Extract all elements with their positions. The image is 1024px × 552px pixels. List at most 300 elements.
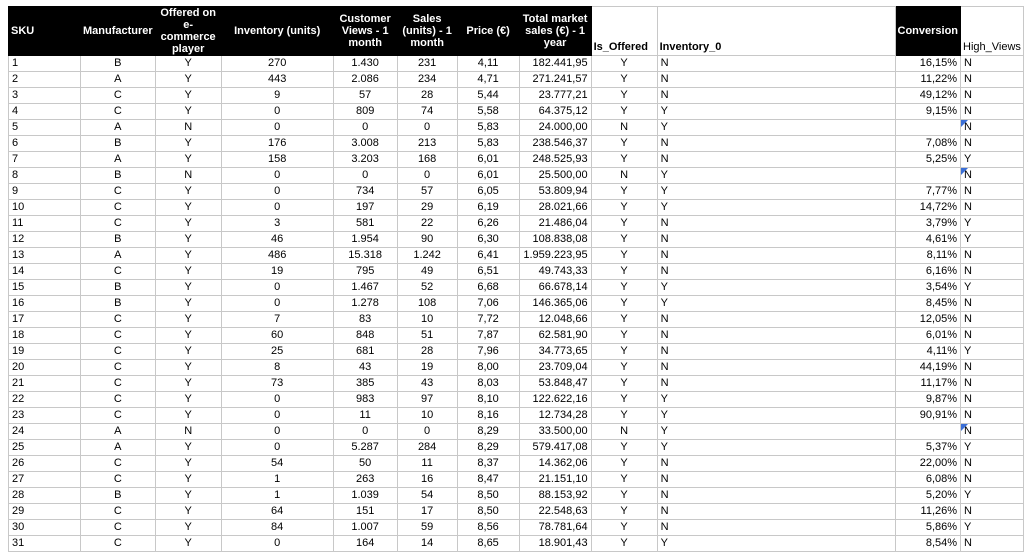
cell-sales[interactable]: 51 — [397, 328, 457, 344]
cell-sku[interactable]: 22 — [9, 392, 81, 408]
cell-inventory-0[interactable]: Y — [657, 280, 895, 296]
cell-sales[interactable]: 54 — [397, 488, 457, 504]
cell-price[interactable]: 8,29 — [457, 424, 519, 440]
cell-sku[interactable]: 21 — [9, 376, 81, 392]
cell-sku[interactable]: 3 — [9, 88, 81, 104]
cell-inventory-0[interactable]: N — [657, 248, 895, 264]
cell-is-offered[interactable]: Y — [591, 472, 657, 488]
cell-views[interactable]: 734 — [333, 184, 397, 200]
cell-price[interactable]: 8,56 — [457, 520, 519, 536]
cell-manufacturer[interactable]: B — [80, 56, 155, 72]
cell-total-sales[interactable]: 25.500,00 — [519, 168, 591, 184]
cell-sku[interactable]: 10 — [9, 200, 81, 216]
cell-high-views[interactable]: Y — [961, 344, 1024, 360]
cell-views[interactable]: 50 — [333, 456, 397, 472]
cell-views[interactable]: 1.278 — [333, 296, 397, 312]
cell-total-sales[interactable]: 24.000,00 — [519, 120, 591, 136]
cell-sales[interactable]: 22 — [397, 216, 457, 232]
cell-is-offered[interactable]: Y — [591, 280, 657, 296]
cell-sales[interactable]: 52 — [397, 280, 457, 296]
header-offered[interactable]: Offered on e-commerce player — [155, 7, 221, 56]
cell-inventory-0[interactable]: N — [657, 264, 895, 280]
cell-total-sales[interactable]: 146.365,06 — [519, 296, 591, 312]
cell-conversion[interactable]: 22,00% — [895, 456, 961, 472]
cell-inventory[interactable]: 0 — [221, 424, 333, 440]
cell-price[interactable]: 6,05 — [457, 184, 519, 200]
cell-offered[interactable]: Y — [155, 216, 221, 232]
cell-inventory[interactable]: 3 — [221, 216, 333, 232]
cell-is-offered[interactable]: Y — [591, 328, 657, 344]
cell-conversion[interactable]: 5,20% — [895, 488, 961, 504]
cell-sku[interactable]: 23 — [9, 408, 81, 424]
cell-total-sales[interactable]: 21.486,04 — [519, 216, 591, 232]
cell-high-views[interactable]: N — [961, 72, 1024, 88]
cell-manufacturer[interactable]: C — [80, 216, 155, 232]
cell-price[interactable]: 8,03 — [457, 376, 519, 392]
cell-sales[interactable]: 97 — [397, 392, 457, 408]
cell-high-views[interactable]: N — [961, 472, 1024, 488]
cell-inventory[interactable]: 60 — [221, 328, 333, 344]
header-price[interactable]: Price (€) — [457, 7, 519, 56]
cell-conversion[interactable]: 8,11% — [895, 248, 961, 264]
cell-offered[interactable]: N — [155, 424, 221, 440]
cell-high-views[interactable]: Y — [961, 216, 1024, 232]
cell-price[interactable]: 7,87 — [457, 328, 519, 344]
cell-views[interactable]: 848 — [333, 328, 397, 344]
cell-inventory[interactable]: 84 — [221, 520, 333, 536]
cell-offered[interactable]: Y — [155, 280, 221, 296]
cell-total-sales[interactable]: 1.959.223,95 — [519, 248, 591, 264]
cell-inventory-0[interactable]: N — [657, 72, 895, 88]
cell-offered[interactable]: Y — [155, 104, 221, 120]
cell-is-offered[interactable]: Y — [591, 344, 657, 360]
cell-sales[interactable]: 0 — [397, 168, 457, 184]
cell-views[interactable]: 1.467 — [333, 280, 397, 296]
cell-conversion[interactable] — [895, 168, 961, 184]
cell-is-offered[interactable]: Y — [591, 376, 657, 392]
cell-sales[interactable]: 10 — [397, 408, 457, 424]
cell-conversion[interactable]: 11,26% — [895, 504, 961, 520]
cell-inventory[interactable]: 0 — [221, 392, 333, 408]
cell-conversion[interactable]: 8,54% — [895, 536, 961, 552]
cell-views[interactable]: 151 — [333, 504, 397, 520]
cell-inventory-0[interactable]: N — [657, 376, 895, 392]
cell-manufacturer[interactable]: C — [80, 408, 155, 424]
cell-total-sales[interactable]: 49.743,33 — [519, 264, 591, 280]
cell-is-offered[interactable]: Y — [591, 152, 657, 168]
cell-offered[interactable]: Y — [155, 312, 221, 328]
cell-is-offered[interactable]: Y — [591, 88, 657, 104]
cell-price[interactable]: 6,19 — [457, 200, 519, 216]
cell-conversion[interactable]: 11,22% — [895, 72, 961, 88]
cell-is-offered[interactable]: Y — [591, 136, 657, 152]
cell-total-sales[interactable]: 88.153,92 — [519, 488, 591, 504]
cell-conversion[interactable]: 9,87% — [895, 392, 961, 408]
cell-inventory[interactable]: 54 — [221, 456, 333, 472]
cell-conversion[interactable]: 44,19% — [895, 360, 961, 376]
cell-inventory[interactable]: 486 — [221, 248, 333, 264]
cell-offered[interactable]: N — [155, 168, 221, 184]
cell-manufacturer[interactable]: B — [80, 296, 155, 312]
cell-conversion[interactable]: 49,12% — [895, 88, 961, 104]
cell-inventory[interactable]: 46 — [221, 232, 333, 248]
cell-price[interactable]: 7,96 — [457, 344, 519, 360]
cell-inventory-0[interactable]: N — [657, 360, 895, 376]
cell-offered[interactable]: Y — [155, 232, 221, 248]
cell-total-sales[interactable]: 64.375,12 — [519, 104, 591, 120]
cell-high-views[interactable]: N — [961, 104, 1024, 120]
header-is-offered[interactable]: Is_Offered — [591, 7, 657, 56]
cell-high-views[interactable]: N — [961, 248, 1024, 264]
cell-conversion[interactable]: 11,17% — [895, 376, 961, 392]
cell-views[interactable]: 1.039 — [333, 488, 397, 504]
cell-is-offered[interactable]: Y — [591, 456, 657, 472]
cell-conversion[interactable]: 16,15% — [895, 56, 961, 72]
cell-manufacturer[interactable]: C — [80, 200, 155, 216]
cell-high-views[interactable]: Y — [961, 488, 1024, 504]
cell-is-offered[interactable]: Y — [591, 296, 657, 312]
cell-manufacturer[interactable]: B — [80, 232, 155, 248]
cell-sales[interactable]: 108 — [397, 296, 457, 312]
cell-total-sales[interactable]: 248.525,93 — [519, 152, 591, 168]
cell-sales[interactable]: 168 — [397, 152, 457, 168]
cell-sku[interactable]: 18 — [9, 328, 81, 344]
cell-is-offered[interactable]: N — [591, 168, 657, 184]
cell-offered[interactable]: Y — [155, 200, 221, 216]
cell-conversion[interactable]: 4,11% — [895, 344, 961, 360]
cell-sku[interactable]: 26 — [9, 456, 81, 472]
cell-inventory[interactable]: 7 — [221, 312, 333, 328]
cell-sales[interactable]: 90 — [397, 232, 457, 248]
cell-manufacturer[interactable]: A — [80, 72, 155, 88]
cell-high-views[interactable]: N — [961, 376, 1024, 392]
cell-sku[interactable]: 11 — [9, 216, 81, 232]
cell-total-sales[interactable]: 66.678,14 — [519, 280, 591, 296]
cell-sku[interactable]: 24 — [9, 424, 81, 440]
cell-total-sales[interactable]: 18.901,43 — [519, 536, 591, 552]
cell-inventory[interactable]: 0 — [221, 104, 333, 120]
cell-inventory-0[interactable]: N — [657, 472, 895, 488]
header-inventory[interactable]: Inventory (units) — [221, 7, 333, 56]
cell-inventory-0[interactable]: Y — [657, 408, 895, 424]
cell-offered[interactable]: N — [155, 120, 221, 136]
cell-manufacturer[interactable]: C — [80, 520, 155, 536]
cell-manufacturer[interactable]: C — [80, 184, 155, 200]
cell-is-offered[interactable]: N — [591, 424, 657, 440]
cell-inventory[interactable]: 176 — [221, 136, 333, 152]
cell-manufacturer[interactable]: C — [80, 360, 155, 376]
cell-high-views[interactable]: Y — [961, 280, 1024, 296]
cell-manufacturer[interactable]: A — [80, 424, 155, 440]
cell-conversion[interactable]: 5,25% — [895, 152, 961, 168]
cell-manufacturer[interactable]: A — [80, 120, 155, 136]
cell-total-sales[interactable]: 238.546,37 — [519, 136, 591, 152]
cell-offered[interactable]: Y — [155, 184, 221, 200]
cell-total-sales[interactable]: 108.838,08 — [519, 232, 591, 248]
cell-sales[interactable]: 28 — [397, 88, 457, 104]
cell-total-sales[interactable]: 53.848,47 — [519, 376, 591, 392]
cell-offered[interactable]: Y — [155, 344, 221, 360]
header-sales[interactable]: Sales (units) - 1 month — [397, 7, 457, 56]
cell-total-sales[interactable]: 53.809,94 — [519, 184, 591, 200]
cell-sales[interactable]: 0 — [397, 424, 457, 440]
cell-manufacturer[interactable]: C — [80, 472, 155, 488]
cell-inventory[interactable]: 1 — [221, 488, 333, 504]
header-sku[interactable]: SKU — [9, 7, 81, 56]
cell-price[interactable]: 8,16 — [457, 408, 519, 424]
cell-inventory[interactable]: 1 — [221, 472, 333, 488]
cell-inventory[interactable]: 73 — [221, 376, 333, 392]
cell-conversion[interactable]: 5,37% — [895, 440, 961, 456]
cell-views[interactable]: 3.008 — [333, 136, 397, 152]
cell-views[interactable]: 11 — [333, 408, 397, 424]
cell-high-views[interactable]: N — [961, 456, 1024, 472]
cell-sales[interactable]: 231 — [397, 56, 457, 72]
cell-manufacturer[interactable]: A — [80, 440, 155, 456]
cell-manufacturer[interactable]: C — [80, 104, 155, 120]
cell-inventory[interactable]: 0 — [221, 200, 333, 216]
cell-views[interactable]: 43 — [333, 360, 397, 376]
cell-offered[interactable]: Y — [155, 56, 221, 72]
cell-inventory-0[interactable]: N — [657, 216, 895, 232]
cell-offered[interactable]: Y — [155, 248, 221, 264]
cell-conversion[interactable]: 6,08% — [895, 472, 961, 488]
cell-sku[interactable]: 29 — [9, 504, 81, 520]
cell-sales[interactable]: 59 — [397, 520, 457, 536]
cell-manufacturer[interactable]: C — [80, 312, 155, 328]
cell-sales[interactable]: 19 — [397, 360, 457, 376]
cell-high-views[interactable]: Y — [961, 152, 1024, 168]
cell-is-offered[interactable]: Y — [591, 504, 657, 520]
cell-sales[interactable]: 0 — [397, 120, 457, 136]
cell-offered[interactable]: Y — [155, 296, 221, 312]
cell-inventory-0[interactable]: N — [657, 136, 895, 152]
cell-price[interactable]: 6,68 — [457, 280, 519, 296]
cell-sku[interactable]: 13 — [9, 248, 81, 264]
cell-price[interactable]: 6,01 — [457, 152, 519, 168]
cell-offered[interactable]: Y — [155, 392, 221, 408]
cell-views[interactable]: 983 — [333, 392, 397, 408]
cell-price[interactable]: 8,29 — [457, 440, 519, 456]
header-high-views[interactable]: High_Views — [961, 7, 1024, 56]
cell-views[interactable]: 1.954 — [333, 232, 397, 248]
cell-manufacturer[interactable]: B — [80, 488, 155, 504]
cell-price[interactable]: 7,06 — [457, 296, 519, 312]
cell-conversion[interactable]: 7,77% — [895, 184, 961, 200]
cell-sales[interactable]: 234 — [397, 72, 457, 88]
cell-price[interactable]: 4,71 — [457, 72, 519, 88]
cell-sales[interactable]: 17 — [397, 504, 457, 520]
cell-is-offered[interactable]: Y — [591, 360, 657, 376]
cell-price[interactable]: 6,26 — [457, 216, 519, 232]
cell-offered[interactable]: Y — [155, 504, 221, 520]
cell-sales[interactable]: 74 — [397, 104, 457, 120]
cell-high-views[interactable]: N — [961, 184, 1024, 200]
cell-total-sales[interactable]: 14.362,06 — [519, 456, 591, 472]
cell-high-views[interactable]: Y — [961, 520, 1024, 536]
cell-inventory-0[interactable]: N — [657, 456, 895, 472]
cell-offered[interactable]: Y — [155, 360, 221, 376]
cell-conversion[interactable]: 5,86% — [895, 520, 961, 536]
cell-total-sales[interactable]: 34.773,65 — [519, 344, 591, 360]
cell-inventory[interactable]: 443 — [221, 72, 333, 88]
cell-views[interactable]: 263 — [333, 472, 397, 488]
cell-offered[interactable]: Y — [155, 152, 221, 168]
cell-price[interactable]: 6,01 — [457, 168, 519, 184]
cell-inventory[interactable]: 0 — [221, 168, 333, 184]
cell-is-offered[interactable]: Y — [591, 536, 657, 552]
cell-manufacturer[interactable]: C — [80, 376, 155, 392]
cell-is-offered[interactable]: Y — [591, 248, 657, 264]
cell-high-views[interactable]: Y — [961, 232, 1024, 248]
cell-conversion[interactable]: 6,16% — [895, 264, 961, 280]
cell-manufacturer[interactable]: C — [80, 536, 155, 552]
cell-inventory[interactable]: 64 — [221, 504, 333, 520]
cell-sku[interactable]: 8 — [9, 168, 81, 184]
cell-total-sales[interactable]: 271.241,57 — [519, 72, 591, 88]
cell-views[interactable]: 3.203 — [333, 152, 397, 168]
cell-conversion[interactable]: 9,15% — [895, 104, 961, 120]
cell-is-offered[interactable]: Y — [591, 72, 657, 88]
cell-total-sales[interactable]: 23.709,04 — [519, 360, 591, 376]
cell-views[interactable]: 57 — [333, 88, 397, 104]
cell-price[interactable]: 5,58 — [457, 104, 519, 120]
cell-is-offered[interactable]: Y — [591, 440, 657, 456]
cell-sales[interactable]: 11 — [397, 456, 457, 472]
cell-price[interactable]: 6,41 — [457, 248, 519, 264]
cell-conversion[interactable]: 7,08% — [895, 136, 961, 152]
cell-high-views[interactable]: N — [961, 408, 1024, 424]
cell-conversion[interactable]: 14,72% — [895, 200, 961, 216]
cell-high-views[interactable]: N — [961, 312, 1024, 328]
cell-high-views[interactable]: N — [961, 168, 1024, 184]
cell-sales[interactable]: 43 — [397, 376, 457, 392]
cell-is-offered[interactable]: Y — [591, 392, 657, 408]
cell-views[interactable]: 795 — [333, 264, 397, 280]
header-conversion[interactable]: Conversion — [895, 7, 961, 56]
cell-high-views[interactable]: N — [961, 296, 1024, 312]
cell-conversion[interactable]: 4,61% — [895, 232, 961, 248]
cell-views[interactable]: 681 — [333, 344, 397, 360]
cell-sku[interactable]: 9 — [9, 184, 81, 200]
cell-price[interactable]: 8,00 — [457, 360, 519, 376]
cell-total-sales[interactable]: 28.021,66 — [519, 200, 591, 216]
cell-sku[interactable]: 31 — [9, 536, 81, 552]
cell-high-views[interactable]: N — [961, 264, 1024, 280]
cell-inventory-0[interactable]: N — [657, 312, 895, 328]
cell-offered[interactable]: Y — [155, 264, 221, 280]
cell-views[interactable]: 385 — [333, 376, 397, 392]
cell-offered[interactable]: Y — [155, 488, 221, 504]
cell-inventory[interactable]: 25 — [221, 344, 333, 360]
cell-offered[interactable]: Y — [155, 136, 221, 152]
cell-is-offered[interactable]: N — [591, 120, 657, 136]
cell-high-views[interactable]: N — [961, 328, 1024, 344]
cell-is-offered[interactable]: Y — [591, 104, 657, 120]
cell-conversion[interactable] — [895, 424, 961, 440]
cell-offered[interactable]: Y — [155, 408, 221, 424]
cell-offered[interactable]: Y — [155, 536, 221, 552]
cell-inventory[interactable]: 270 — [221, 56, 333, 72]
cell-conversion[interactable]: 3,79% — [895, 216, 961, 232]
cell-sku[interactable]: 25 — [9, 440, 81, 456]
cell-sales[interactable]: 10 — [397, 312, 457, 328]
cell-sku[interactable]: 19 — [9, 344, 81, 360]
cell-high-views[interactable]: N — [961, 200, 1024, 216]
cell-inventory[interactable]: 0 — [221, 296, 333, 312]
cell-manufacturer[interactable]: C — [80, 264, 155, 280]
header-total-sales[interactable]: Total market sales (€) - 1 year — [519, 7, 591, 56]
cell-inventory-0[interactable]: Y — [657, 168, 895, 184]
cell-offered[interactable]: Y — [155, 456, 221, 472]
cell-is-offered[interactable]: Y — [591, 56, 657, 72]
cell-is-offered[interactable]: Y — [591, 408, 657, 424]
cell-high-views[interactable]: N — [961, 360, 1024, 376]
cell-price[interactable]: 5,83 — [457, 120, 519, 136]
cell-offered[interactable]: Y — [155, 520, 221, 536]
cell-sales[interactable]: 14 — [397, 536, 457, 552]
cell-inventory-0[interactable]: Y — [657, 200, 895, 216]
cell-manufacturer[interactable]: C — [80, 392, 155, 408]
cell-conversion[interactable]: 6,01% — [895, 328, 961, 344]
cell-is-offered[interactable]: Y — [591, 264, 657, 280]
cell-is-offered[interactable]: Y — [591, 232, 657, 248]
cell-high-views[interactable]: N — [961, 392, 1024, 408]
cell-sku[interactable]: 15 — [9, 280, 81, 296]
cell-price[interactable]: 6,30 — [457, 232, 519, 248]
cell-high-views[interactable]: N — [961, 536, 1024, 552]
cell-inventory[interactable]: 19 — [221, 264, 333, 280]
cell-price[interactable]: 4,11 — [457, 56, 519, 72]
cell-manufacturer[interactable]: C — [80, 456, 155, 472]
cell-manufacturer[interactable]: C — [80, 328, 155, 344]
cell-sales[interactable]: 29 — [397, 200, 457, 216]
cell-inventory-0[interactable]: N — [657, 520, 895, 536]
cell-sales[interactable]: 213 — [397, 136, 457, 152]
cell-views[interactable]: 1.007 — [333, 520, 397, 536]
cell-conversion[interactable]: 90,91% — [895, 408, 961, 424]
cell-total-sales[interactable]: 182.441,95 — [519, 56, 591, 72]
cell-offered[interactable]: Y — [155, 72, 221, 88]
cell-sku[interactable]: 17 — [9, 312, 81, 328]
cell-inventory-0[interactable]: N — [657, 232, 895, 248]
cell-inventory-0[interactable]: N — [657, 344, 895, 360]
cell-is-offered[interactable]: Y — [591, 184, 657, 200]
cell-sku[interactable]: 14 — [9, 264, 81, 280]
cell-price[interactable]: 5,44 — [457, 88, 519, 104]
cell-inventory[interactable]: 8 — [221, 360, 333, 376]
cell-inventory-0[interactable]: N — [657, 56, 895, 72]
cell-offered[interactable]: Y — [155, 88, 221, 104]
cell-high-views[interactable]: Y — [961, 440, 1024, 456]
cell-inventory-0[interactable]: Y — [657, 392, 895, 408]
cell-inventory[interactable]: 9 — [221, 88, 333, 104]
cell-inventory-0[interactable]: Y — [657, 440, 895, 456]
cell-total-sales[interactable]: 62.581,90 — [519, 328, 591, 344]
cell-price[interactable]: 7,72 — [457, 312, 519, 328]
cell-views[interactable]: 1.430 — [333, 56, 397, 72]
cell-inventory[interactable]: 0 — [221, 536, 333, 552]
cell-inventory-0[interactable]: Y — [657, 104, 895, 120]
cell-high-views[interactable]: N — [961, 136, 1024, 152]
cell-inventory-0[interactable]: Y — [657, 296, 895, 312]
cell-offered[interactable]: Y — [155, 376, 221, 392]
cell-high-views[interactable]: N — [961, 120, 1024, 136]
cell-price[interactable]: 8,37 — [457, 456, 519, 472]
cell-sku[interactable]: 1 — [9, 56, 81, 72]
cell-price[interactable]: 8,10 — [457, 392, 519, 408]
cell-inventory-0[interactable]: N — [657, 152, 895, 168]
